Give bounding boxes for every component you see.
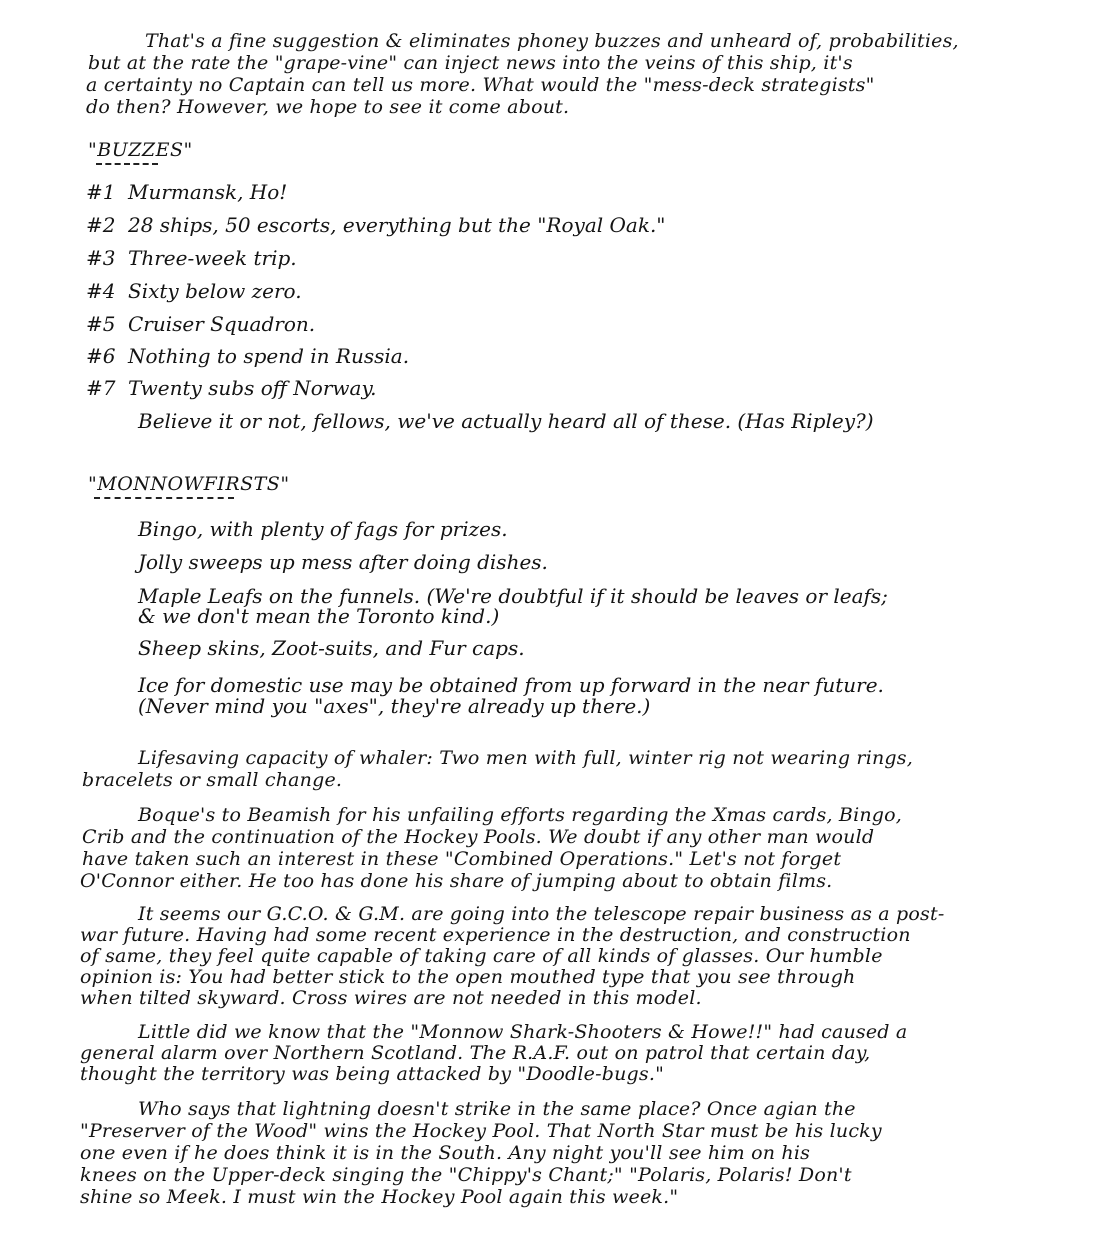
paragraph-line: Lifesaving capacity of whaler: Two men with full, winter rig not wearing rings,: [138, 747, 913, 769]
buzz-text: Cruiser Squadron.: [128, 312, 316, 336]
buzz-number: #4: [86, 279, 116, 303]
buzz-number: #1: [86, 180, 116, 204]
buzz-number: #7: [86, 376, 116, 400]
paragraph-line: Boque's to Beamish for his unfailing efforts regarding the Xmas cards, Bingo,: [138, 804, 903, 826]
intro-line: but at the rate the "grape-vine" can inject news into the veins of this ship, it's: [88, 52, 853, 74]
paragraph-line: Little did we know that the "Monnow Shark-Shooters & Howe!!" had caused a: [138, 1021, 908, 1043]
monnowfirsts-heading: "MONNOWFIRSTS": [88, 473, 290, 495]
paragraph-line: when tilted skyward. Cross wires are not needed in this model.: [80, 987, 702, 1009]
buzz-text: Sixty below zero.: [128, 279, 302, 303]
paragraph-line: general alarm over Northern Scotland. The R.A.F. out on patrol that certain day,: [80, 1042, 871, 1064]
paragraph-line: bracelets or small change.: [82, 769, 343, 791]
buzz-text: Three-week trip.: [128, 246, 297, 270]
monnowfirst-item-line: (Never mind you "axes", they're already up there.): [138, 694, 651, 718]
paragraph-line: war future. Having had some recent experience in the destruction, and construction: [80, 924, 911, 946]
monnowfirsts-heading-underline: [94, 497, 234, 499]
monnowfirst-item: Sheep skins, Zoot-suits, and Fur caps.: [138, 636, 525, 660]
buzz-number: #5: [86, 312, 116, 336]
buzz-text: Twenty subs off Norway.: [128, 376, 377, 400]
paragraph-line: of same, they feel quite capable of taking care of all kinds of glasses. Our humble: [80, 945, 883, 967]
intro-line: That's a fine suggestion & eliminates phoney buzzes and unheard of, probabilities,: [145, 30, 959, 52]
paragraph-line: opinion is: You had better stick to the open mouthed type that you see through: [80, 966, 856, 988]
buzz-text: 28 ships, 50 escorts, everything but the "Royal Oak.": [128, 213, 666, 237]
intro-line: a certainty no Captain can tell us more. What would the "mess-deck strategists": [86, 74, 875, 96]
paragraph-line: It seems our G.C.O. & G.M. are going into the telescope repair business as a post-: [138, 903, 945, 925]
paragraph-line: shine so Meek. I must win the Hockey Pool again this week.": [80, 1186, 679, 1208]
buzz-text: Murmansk, Ho!: [128, 180, 288, 204]
buzzes-heading-underline: [96, 163, 158, 165]
paragraph-line: one even if he does think it is in the South. Any night you'll see him on his: [80, 1142, 811, 1164]
monnowfirst-item: Bingo, with plenty of fags for prizes.: [138, 517, 508, 541]
paragraph-line: Who says that lightning doesn't strike in the same place? Once agian the: [138, 1098, 856, 1120]
monnowfirst-item-line: & we don't mean the Toronto kind.): [138, 604, 500, 628]
buzz-number: #2: [86, 213, 116, 237]
buzz-number: #6: [86, 344, 116, 368]
paragraph-line: thought the territory was being attacked by "Doodle-bugs.": [80, 1063, 665, 1085]
paragraph-line: knees on the Upper-deck singing the "Chippy's Chant;" "Polaris, Polaris! Don't: [80, 1164, 852, 1186]
monnowfirst-item: Jolly sweeps up mess after doing dishes.: [138, 550, 548, 574]
intro-line: do then? However, we hope to see it come about.: [86, 96, 570, 118]
buzzes-heading: "BUZZES": [88, 139, 193, 161]
monnowfirst-item-line: Maple Leafs on the funnels. (We're doubtful if it should be leaves or leafs;: [138, 584, 888, 608]
paragraph-line: "Preserver of the Wood" wins the Hockey Pool. That North Star must be his lucky: [80, 1120, 882, 1142]
monnowfirst-item-line: Ice for domestic use may be obtained from up forward in the near future.: [138, 673, 884, 697]
paragraph-line: O'Connor either. He too has done his share of jumping about to obtain films.: [80, 870, 833, 892]
buzzes-closing: Believe it or not, fellows, we've actually heard all of these. (Has Ripley?): [138, 409, 874, 433]
buzz-number: #3: [86, 246, 116, 270]
paragraph-line: have taken such an interest in these "Combined Operations." Let's not forget: [82, 848, 842, 870]
paragraph-line: Crib and the continuation of the Hockey Pools. We doubt if any other man would: [82, 826, 875, 848]
buzz-text: Nothing to spend in Russia.: [128, 344, 410, 368]
